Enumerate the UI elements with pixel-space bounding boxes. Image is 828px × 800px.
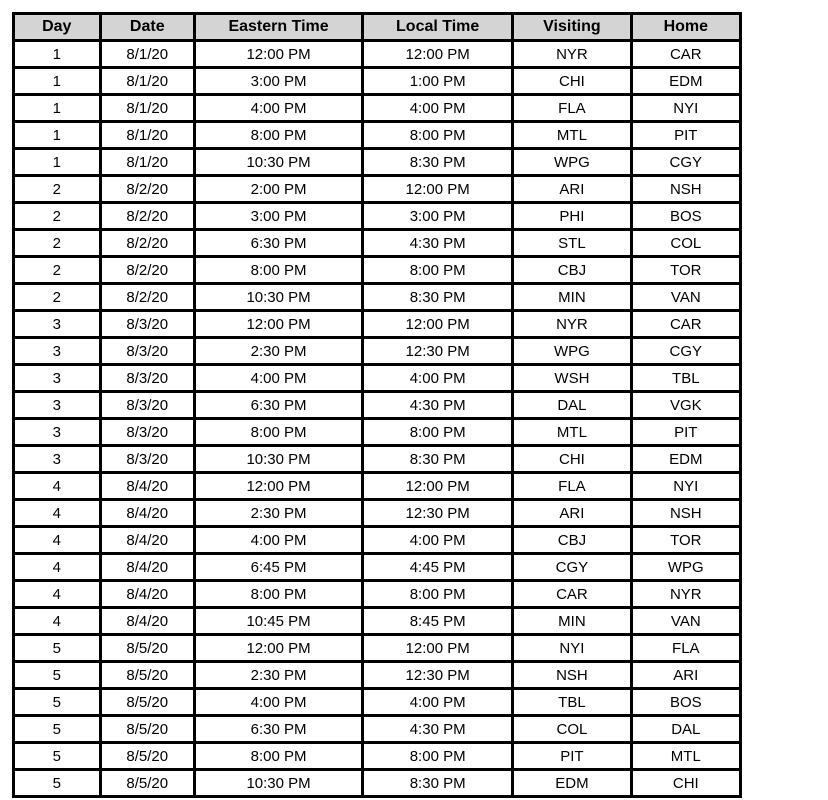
cell-local-time: 3:00 PM xyxy=(364,204,511,228)
cell-eastern-time: 4:00 PM xyxy=(196,366,361,390)
cell-visiting: FLA xyxy=(514,474,629,498)
cell-eastern-time: 12:00 PM xyxy=(196,42,361,66)
table-row xyxy=(15,339,739,363)
cell-home: FLA xyxy=(633,636,739,660)
cell-home: DAL xyxy=(633,717,739,741)
cell-local-time: 8:00 PM xyxy=(364,744,511,768)
table-row xyxy=(15,447,739,471)
cell-home: TBL xyxy=(633,366,739,390)
header-home: Home xyxy=(633,15,739,39)
cell-date: 8/5/20 xyxy=(102,636,193,660)
cell-visiting: FLA xyxy=(514,96,629,120)
cell-date: 8/1/20 xyxy=(102,69,193,93)
cell-home: MTL xyxy=(633,744,739,768)
cell-eastern-time: 12:00 PM xyxy=(196,636,361,660)
cell-visiting: CBJ xyxy=(514,528,629,552)
cell-day: 4 xyxy=(15,582,99,606)
cell-local-time: 8:00 PM xyxy=(364,420,511,444)
cell-day: 3 xyxy=(15,312,99,336)
cell-eastern-time: 10:30 PM xyxy=(196,447,361,471)
cell-day: 5 xyxy=(15,744,99,768)
cell-day: 2 xyxy=(15,285,99,309)
cell-local-time: 8:30 PM xyxy=(364,150,511,174)
cell-visiting: ARI xyxy=(514,177,629,201)
cell-day: 4 xyxy=(15,501,99,525)
cell-day: 4 xyxy=(15,609,99,633)
cell-visiting: TBL xyxy=(514,690,629,714)
cell-eastern-time: 8:00 PM xyxy=(196,420,361,444)
table-row xyxy=(15,177,739,201)
cell-local-time: 12:30 PM xyxy=(364,663,511,687)
cell-local-time: 8:00 PM xyxy=(364,123,511,147)
cell-visiting: NSH xyxy=(514,663,629,687)
cell-day: 3 xyxy=(15,339,99,363)
cell-eastern-time: 4:00 PM xyxy=(196,96,361,120)
cell-date: 8/3/20 xyxy=(102,420,193,444)
cell-eastern-time: 8:00 PM xyxy=(196,582,361,606)
cell-home: EDM xyxy=(633,447,739,471)
cell-home: CGY xyxy=(633,150,739,174)
cell-day: 1 xyxy=(15,69,99,93)
table-row xyxy=(15,582,739,606)
cell-visiting: STL xyxy=(514,231,629,255)
cell-local-time: 1:00 PM xyxy=(364,69,511,93)
cell-date: 8/2/20 xyxy=(102,231,193,255)
cell-visiting: PHI xyxy=(514,204,629,228)
table-row xyxy=(15,123,739,147)
header-visiting: Visiting xyxy=(514,15,629,39)
cell-local-time: 4:45 PM xyxy=(364,555,511,579)
table-row xyxy=(15,204,739,228)
cell-visiting: CHI xyxy=(514,69,629,93)
cell-home: NYI xyxy=(633,96,739,120)
cell-date: 8/5/20 xyxy=(102,663,193,687)
cell-day: 1 xyxy=(15,42,99,66)
table-row xyxy=(15,501,739,525)
table-row xyxy=(15,771,739,795)
cell-visiting: CBJ xyxy=(514,258,629,282)
cell-visiting: WPG xyxy=(514,150,629,174)
cell-local-time: 4:30 PM xyxy=(364,717,511,741)
cell-local-time: 12:00 PM xyxy=(364,177,511,201)
cell-date: 8/4/20 xyxy=(102,555,193,579)
cell-day: 3 xyxy=(15,366,99,390)
cell-home: CHI xyxy=(633,771,739,795)
cell-date: 8/3/20 xyxy=(102,366,193,390)
cell-eastern-time: 8:00 PM xyxy=(196,123,361,147)
cell-date: 8/1/20 xyxy=(102,150,193,174)
cell-eastern-time: 3:00 PM xyxy=(196,69,361,93)
cell-visiting: NYI xyxy=(514,636,629,660)
cell-date: 8/2/20 xyxy=(102,285,193,309)
table-row xyxy=(15,663,739,687)
cell-local-time: 12:30 PM xyxy=(364,501,511,525)
cell-eastern-time: 6:30 PM xyxy=(196,393,361,417)
cell-home: BOS xyxy=(633,690,739,714)
cell-local-time: 8:30 PM xyxy=(364,285,511,309)
cell-visiting: WSH xyxy=(514,366,629,390)
cell-local-time: 4:00 PM xyxy=(364,366,511,390)
cell-home: CGY xyxy=(633,339,739,363)
cell-home: VGK xyxy=(633,393,739,417)
cell-eastern-time: 8:00 PM xyxy=(196,258,361,282)
cell-date: 8/1/20 xyxy=(102,123,193,147)
table-row xyxy=(15,420,739,444)
cell-local-time: 8:00 PM xyxy=(364,258,511,282)
cell-eastern-time: 12:00 PM xyxy=(196,312,361,336)
cell-eastern-time: 2:30 PM xyxy=(196,663,361,687)
cell-eastern-time: 10:30 PM xyxy=(196,771,361,795)
cell-day: 3 xyxy=(15,393,99,417)
cell-visiting: EDM xyxy=(514,771,629,795)
cell-local-time: 8:30 PM xyxy=(364,447,511,471)
table-row xyxy=(15,150,739,174)
table-row xyxy=(15,636,739,660)
cell-date: 8/1/20 xyxy=(102,96,193,120)
cell-date: 8/4/20 xyxy=(102,609,193,633)
cell-home: NYR xyxy=(633,582,739,606)
header-date: Date xyxy=(102,15,193,39)
table-row xyxy=(15,474,739,498)
cell-date: 8/5/20 xyxy=(102,690,193,714)
cell-day: 4 xyxy=(15,474,99,498)
cell-date: 8/3/20 xyxy=(102,447,193,471)
cell-eastern-time: 3:00 PM xyxy=(196,204,361,228)
cell-date: 8/3/20 xyxy=(102,312,193,336)
cell-home: WPG xyxy=(633,555,739,579)
table-row xyxy=(15,717,739,741)
cell-visiting: PIT xyxy=(514,744,629,768)
cell-eastern-time: 2:00 PM xyxy=(196,177,361,201)
table-row xyxy=(15,312,739,336)
cell-eastern-time: 12:00 PM xyxy=(196,474,361,498)
cell-eastern-time: 2:30 PM xyxy=(196,501,361,525)
cell-visiting: CGY xyxy=(514,555,629,579)
cell-date: 8/1/20 xyxy=(102,42,193,66)
header-row xyxy=(15,15,739,39)
cell-day: 4 xyxy=(15,528,99,552)
cell-home: VAN xyxy=(633,609,739,633)
cell-local-time: 8:30 PM xyxy=(364,771,511,795)
cell-home: BOS xyxy=(633,204,739,228)
cell-eastern-time: 2:30 PM xyxy=(196,339,361,363)
cell-visiting: DAL xyxy=(514,393,629,417)
cell-local-time: 12:30 PM xyxy=(364,339,511,363)
cell-home: CAR xyxy=(633,312,739,336)
cell-date: 8/5/20 xyxy=(102,717,193,741)
cell-date: 8/2/20 xyxy=(102,177,193,201)
cell-local-time: 8:45 PM xyxy=(364,609,511,633)
cell-day: 2 xyxy=(15,204,99,228)
cell-local-time: 4:30 PM xyxy=(364,231,511,255)
cell-eastern-time: 6:45 PM xyxy=(196,555,361,579)
cell-day: 1 xyxy=(15,123,99,147)
cell-local-time: 12:00 PM xyxy=(364,474,511,498)
cell-day: 3 xyxy=(15,420,99,444)
cell-visiting: NYR xyxy=(514,42,629,66)
cell-day: 5 xyxy=(15,636,99,660)
cell-home: TOR xyxy=(633,528,739,552)
cell-visiting: MTL xyxy=(514,420,629,444)
cell-eastern-time: 4:00 PM xyxy=(196,528,361,552)
cell-date: 8/5/20 xyxy=(102,771,193,795)
cell-eastern-time: 6:30 PM xyxy=(196,717,361,741)
cell-visiting: CHI xyxy=(514,447,629,471)
cell-day: 2 xyxy=(15,231,99,255)
table-row xyxy=(15,366,739,390)
cell-visiting: NYR xyxy=(514,312,629,336)
cell-local-time: 4:00 PM xyxy=(364,528,511,552)
cell-date: 8/2/20 xyxy=(102,204,193,228)
cell-visiting: MIN xyxy=(514,285,629,309)
cell-eastern-time: 4:00 PM xyxy=(196,690,361,714)
table-row xyxy=(15,690,739,714)
header-local-time: Local Time xyxy=(364,15,511,39)
cell-day: 5 xyxy=(15,690,99,714)
cell-date: 8/4/20 xyxy=(102,474,193,498)
cell-day: 4 xyxy=(15,555,99,579)
table-row xyxy=(15,231,739,255)
cell-visiting: MTL xyxy=(514,123,629,147)
table-row xyxy=(15,96,739,120)
cell-home: NYI xyxy=(633,474,739,498)
cell-day: 5 xyxy=(15,663,99,687)
cell-home: NSH xyxy=(633,501,739,525)
table-row xyxy=(15,393,739,417)
schedule-table xyxy=(12,12,742,798)
table-row xyxy=(15,69,739,93)
cell-visiting: WPG xyxy=(514,339,629,363)
table-row xyxy=(15,609,739,633)
cell-eastern-time: 8:00 PM xyxy=(196,744,361,768)
table-row xyxy=(15,42,739,66)
cell-visiting: ARI xyxy=(514,501,629,525)
cell-visiting: MIN xyxy=(514,609,629,633)
table-row xyxy=(15,555,739,579)
cell-date: 8/3/20 xyxy=(102,339,193,363)
cell-local-time: 4:00 PM xyxy=(364,690,511,714)
cell-local-time: 4:00 PM xyxy=(364,96,511,120)
cell-visiting: COL xyxy=(514,717,629,741)
cell-local-time: 4:30 PM xyxy=(364,393,511,417)
cell-eastern-time: 10:30 PM xyxy=(196,285,361,309)
cell-visiting: CAR xyxy=(514,582,629,606)
header-day: Day xyxy=(15,15,99,39)
cell-local-time: 12:00 PM xyxy=(364,312,511,336)
cell-date: 8/3/20 xyxy=(102,393,193,417)
cell-day: 1 xyxy=(15,96,99,120)
cell-date: 8/4/20 xyxy=(102,528,193,552)
cell-day: 5 xyxy=(15,717,99,741)
cell-home: EDM xyxy=(633,69,739,93)
cell-home: NSH xyxy=(633,177,739,201)
cell-local-time: 12:00 PM xyxy=(364,636,511,660)
cell-date: 8/5/20 xyxy=(102,744,193,768)
cell-day: 2 xyxy=(15,258,99,282)
cell-home: COL xyxy=(633,231,739,255)
cell-home: PIT xyxy=(633,123,739,147)
table-row xyxy=(15,744,739,768)
table-row xyxy=(15,258,739,282)
cell-eastern-time: 10:30 PM xyxy=(196,150,361,174)
cell-home: TOR xyxy=(633,258,739,282)
cell-local-time: 8:00 PM xyxy=(364,582,511,606)
cell-day: 2 xyxy=(15,177,99,201)
cell-home: VAN xyxy=(633,285,739,309)
cell-date: 8/4/20 xyxy=(102,501,193,525)
cell-home: PIT xyxy=(633,420,739,444)
cell-eastern-time: 6:30 PM xyxy=(196,231,361,255)
cell-eastern-time: 10:45 PM xyxy=(196,609,361,633)
cell-date: 8/4/20 xyxy=(102,582,193,606)
cell-date: 8/2/20 xyxy=(102,258,193,282)
cell-day: 1 xyxy=(15,150,99,174)
cell-day: 3 xyxy=(15,447,99,471)
cell-day: 5 xyxy=(15,771,99,795)
header-eastern-time: Eastern Time xyxy=(196,15,361,39)
cell-local-time: 12:00 PM xyxy=(364,42,511,66)
table-row xyxy=(15,285,739,309)
cell-home: CAR xyxy=(633,42,739,66)
cell-home: ARI xyxy=(633,663,739,687)
table-row xyxy=(15,528,739,552)
